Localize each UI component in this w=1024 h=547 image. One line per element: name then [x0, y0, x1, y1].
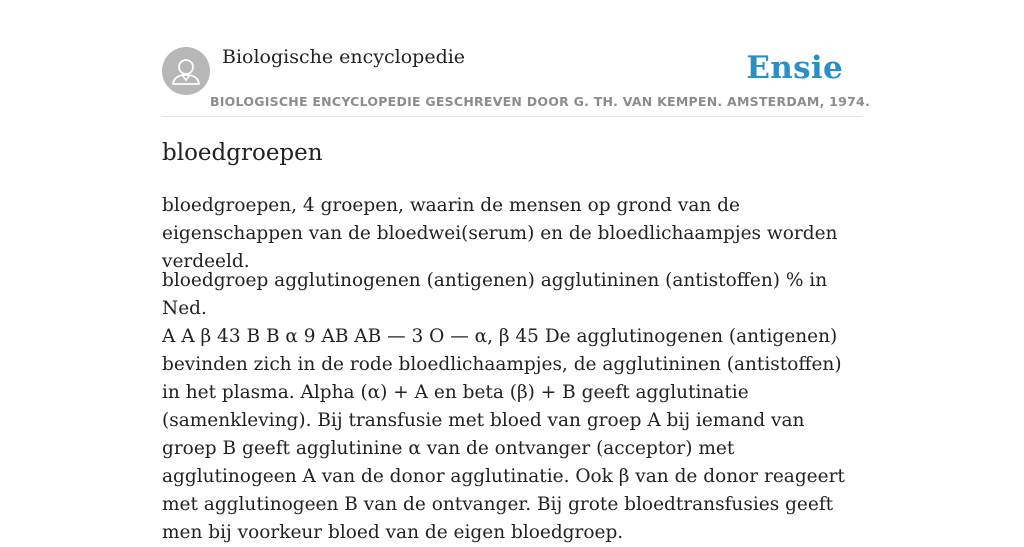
user-silhouette-icon	[162, 47, 210, 95]
entry-paragraph-body: A A β 43 B B α 9 AB AB — 3 O — α, β 45 De agglutinogenen (antigenen) bevinden zich in de rode bloedlichaampjes, de agglutininen (antistoffen) in het plasma. Alpha (α) + A en beta (β) + B geeft agglutinatie (samenkleving). Bij transfusie met bloed van groep A bij iemand van groep B geeft agglutinine α van de ontvanger (acceptor) met agglutinogeen A van de donor agglutinatie. Ook β van de donor reageert met agglutinogeen B van de ontvanger. Bij grote bloedtransfusies geeft men bij voorkeur bloed van de eigen bloedgroep.	[162, 326, 845, 543]
book-subtitle: BIOLOGISCHE ENCYCLOPEDIE GESCHREVEN DOOR G. TH. VAN KEMPEN. AMSTERDAM, 1974.	[210, 94, 870, 109]
book-header	[162, 0, 870, 117]
user-avatar-icon[interactable]	[162, 47, 210, 95]
entry-paragraph-definition: bloedgroepen, 4 groepen, waarin de mensen op grond van de eigenschappen van de bloedwei(serum) en de bloedlichaampjes worden verdeeld.	[162, 195, 838, 272]
entry-title: bloedgroepen	[162, 140, 323, 166]
entry-paragraph-table-header: bloedgroep agglutinogenen (antigenen) agglutininen (antistoffen) % in Ned.	[162, 270, 828, 319]
ensie-logo[interactable]: Ensie	[746, 50, 843, 86]
book-title-link[interactable]: Biologische encyclopedie	[222, 46, 466, 68]
page-container	[162, 0, 870, 543]
